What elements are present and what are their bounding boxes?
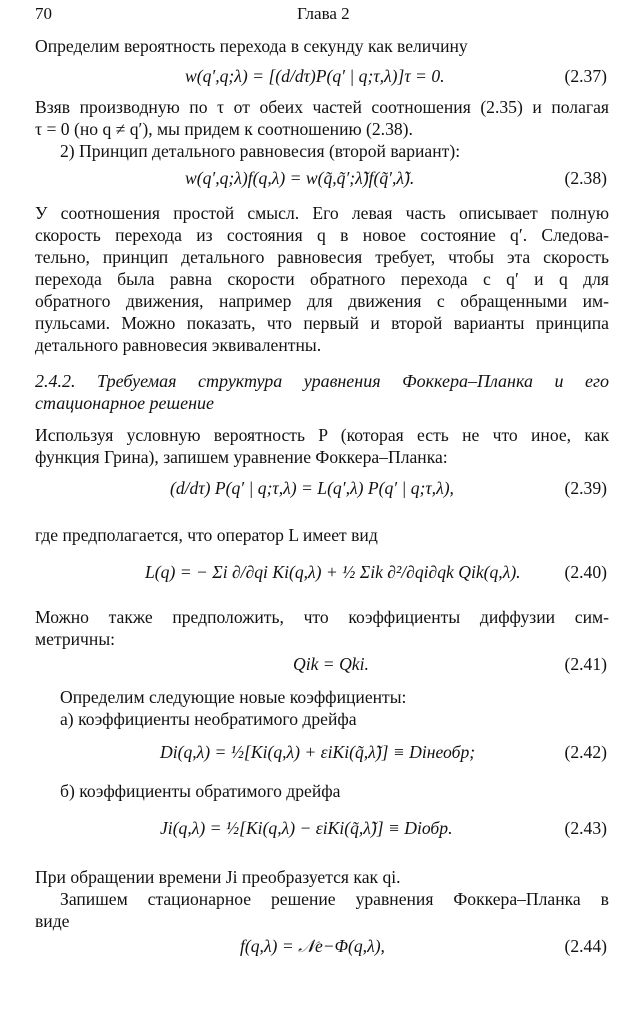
paragraph-line: скорость перехода из состояния q в новое состояние q′. Следова- bbox=[35, 225, 609, 245]
paragraph-line: обратного движения, например для движения с обращенными им- bbox=[35, 291, 609, 311]
paragraph-line: функция Грина), запишем уравнение Фоккера–Планка: bbox=[35, 447, 448, 467]
equation-formula: w(q′,q;λ)f(q,λ) = w(q̃,q̃′;λ̃)f(q̃′,λ̃). bbox=[185, 168, 415, 188]
paragraph-line: перехода была равна скорости обратного перехода с q′ и q для bbox=[35, 269, 609, 289]
equation-2-39 bbox=[35, 478, 609, 504]
paragraph-line: Определим следующие новые коэффициенты: bbox=[60, 687, 407, 707]
equation-2-40 bbox=[35, 562, 609, 588]
paragraph-line: Используя условную вероятность P (которая есть не что иное, как bbox=[35, 425, 609, 445]
equation-formula: Ji(q,λ) = ½[Ki(q,λ) − εiKi(q̃,λ̃)] ≡ Diобр. bbox=[160, 818, 453, 838]
equation-formula: Qik = Qki. bbox=[293, 654, 369, 674]
paragraph-line: детального равновесия эквивалентны. bbox=[35, 335, 322, 355]
paragraph-line: Определим вероятность перехода в секунду как величину bbox=[35, 36, 468, 56]
equation-2-42 bbox=[35, 742, 609, 768]
equation-number: (2.37) bbox=[564, 66, 607, 86]
paragraph-line: пульсами. Можно показать, что первый и второй варианты принципа bbox=[35, 313, 609, 333]
paragraph-line: тельно, принцип детального равновесия требует, чтобы эта скорость bbox=[35, 247, 609, 267]
paragraph-line: а) коэффициенты необратимого дрейфа bbox=[60, 709, 357, 729]
equation-number: (2.38) bbox=[564, 168, 607, 188]
equation-2-37 bbox=[35, 66, 609, 92]
paragraph-line: У соотношения простой смысл. Его левая часть описывает полную bbox=[35, 203, 609, 223]
paragraph-line: виде bbox=[35, 911, 70, 931]
paragraph-line: Можно также предположить, что коэффициенты диффузии сим- bbox=[35, 607, 609, 627]
paragraph-line: где предполагается, что оператор L имеет вид bbox=[35, 525, 378, 545]
paragraph-line: метричны: bbox=[35, 629, 116, 649]
section-heading: стационарное решение bbox=[35, 393, 215, 413]
page-header bbox=[35, 4, 606, 24]
paragraph-line: τ = 0 (но q ≠ q′), мы придем к соотношению (2.38). bbox=[35, 119, 413, 139]
equation-formula: f(q,λ) = 𝒩e−Φ(q,λ), bbox=[240, 936, 385, 956]
paragraph-line: Взяв производную по τ от обеих частей соотношения (2.35) и полагая bbox=[35, 97, 609, 117]
equation-number: (2.41) bbox=[564, 654, 607, 674]
section-heading: 2.4.2. Требуемая структура уравнения Фоккера–Планка и его bbox=[35, 371, 609, 391]
equation-formula: Di(q,λ) = ½[Ki(q,λ) + εiKi(q̃,λ̃)] ≡ Diнеобр; bbox=[160, 742, 476, 762]
equation-formula: (d/dτ) P(q′ | q;τ,λ) = L(q′,λ) P(q′ | q;τ,λ), bbox=[170, 478, 454, 498]
paragraph-line: При обращении времени Ji преобразуется как qi. bbox=[35, 867, 401, 887]
equation-formula: L(q) = − Σi ∂/∂qi Ki(q,λ) + ½ Σik ∂²/∂qi∂qk Qik(q,λ). bbox=[145, 562, 521, 582]
equation-number: (2.43) bbox=[564, 818, 607, 838]
equation-2-41 bbox=[35, 654, 609, 680]
paragraph-line: 2) Принцип детального равновесия (второй вариант): bbox=[60, 141, 461, 161]
equation-2-38 bbox=[35, 168, 609, 194]
paragraph-line: Запишем стационарное решение уравнения Фоккера–Планка в bbox=[60, 889, 609, 909]
equation-2-43 bbox=[35, 818, 609, 844]
equation-formula: w(q′,q;λ) = [(d/dτ)P(q′ | q;τ,λ)]τ = 0. bbox=[185, 66, 445, 86]
equation-2-44 bbox=[35, 936, 609, 962]
running-head: Глава 2 bbox=[297, 4, 350, 23]
equation-number: (2.40) bbox=[564, 562, 607, 582]
equation-number: (2.44) bbox=[564, 936, 607, 956]
page-number: 70 bbox=[35, 4, 52, 23]
equation-number: (2.42) bbox=[564, 742, 607, 762]
paragraph-line: б) коэффициенты обратимого дрейфа bbox=[60, 781, 341, 801]
equation-number: (2.39) bbox=[564, 478, 607, 498]
